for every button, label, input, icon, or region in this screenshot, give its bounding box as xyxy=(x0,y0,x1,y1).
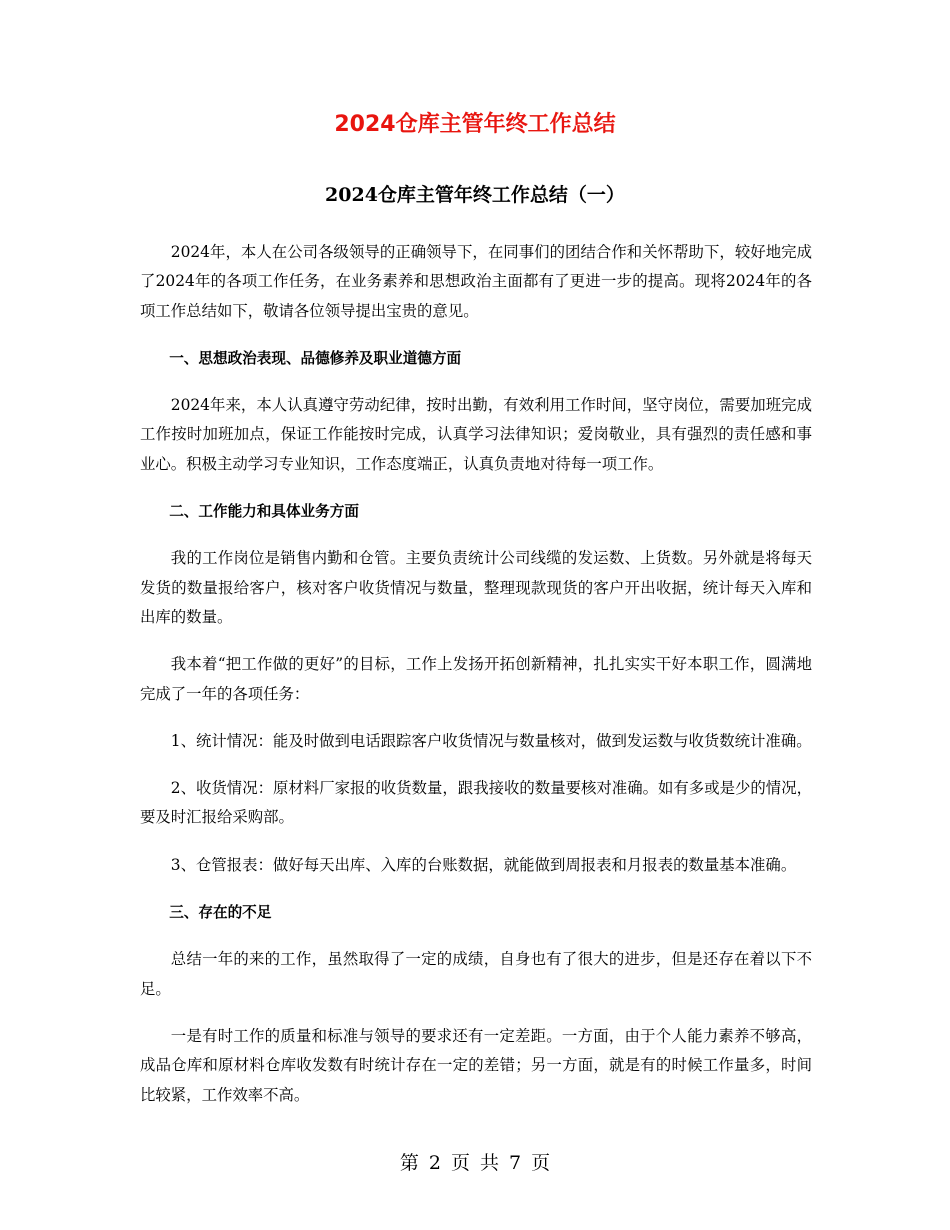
list-item-statistics: 1、统计情况：能及时做到电话跟踪客户收货情况与数量核对，做到发运数与收货数统计准确。 xyxy=(170,731,812,750)
document-title: 2024仓库主管年终工作总结 xyxy=(334,112,616,137)
section-2-paragraph-2: 我本着“把工作做的更好”的目标，工作上发扬开拓创新精神，扎扎实实干好本职工作，圆满地完成了一年的各项任务： xyxy=(140,655,812,703)
section-1-paragraph: 2024年来，本人认真遵守劳动纪律，按时出勤，有效利用工作时间，坚守岗位，需要加班完成工作按时加班加点，保证工作能按时完成，认真学习法律知识；爱岗敬业，具有强烈的责任感和事业心。积极主动学习专业知识，工作态度端正，认真负责地对待每一项工作。 xyxy=(140,396,812,473)
intro-paragraph: 2024年，本人在公司各级领导的正确领导下，在同事们的团结合作和关怀帮助下，较好地完成了2024年的各项工作任务，在业务素养和思想政治主面都有了更进一步的提高。现将2024年的各项工作总结如下，敬请各位领导提出宝贵的意见。 xyxy=(140,243,812,320)
section-heading-3: 三、存在的不足 xyxy=(169,904,272,922)
list-item-receiving: 2、收货情况：原材料厂家报的收货数量，跟我接收的数量要核对准确。如有多或是少的情况，要及时汇报给采购部。 xyxy=(140,779,812,827)
section-3-paragraph-2: 一是有时工作的质量和标准与领导的要求还有一定差距。一方面，由于个人能力素养不够高，成品仓库和原材料仓库收发数有时统计存在一定的差错；另一方面，就是有的时候工作量多，时间比较紧，工作效率不高。 xyxy=(140,1026,812,1104)
section-heading-2: 二、工作能力和具体业务方面 xyxy=(169,503,359,521)
section-2-paragraph-1: 我的工作岗位是销售内勤和仓管。主要负责统计公司线缆的发运数、上货数。另外就是将每天发货的数量报给客户，核对客户收货情况与数量，整理现款现货的客户开出收据，统计每天入库和出库的数量。 xyxy=(140,549,812,626)
section-3-paragraph-1: 总结一年的来的工作，虽然取得了一定的成绩，自身也有了很大的进步，但是还存在着以下不足。 xyxy=(140,950,812,998)
page-number-footer: 第 2 页 共 7 页 xyxy=(399,1152,551,1174)
document-subtitle: 2024仓库主管年终工作总结（一） xyxy=(325,184,625,206)
section-heading-1: 一、思想政治表现、品德修养及职业道德方面 xyxy=(169,349,462,367)
list-item-warehouse-report: 3、仓管报表：做好每天出库、入库的台账数据，就能做到周报表和月报表的数量基本准确。 xyxy=(170,855,797,874)
document-body xyxy=(140,238,812,1128)
